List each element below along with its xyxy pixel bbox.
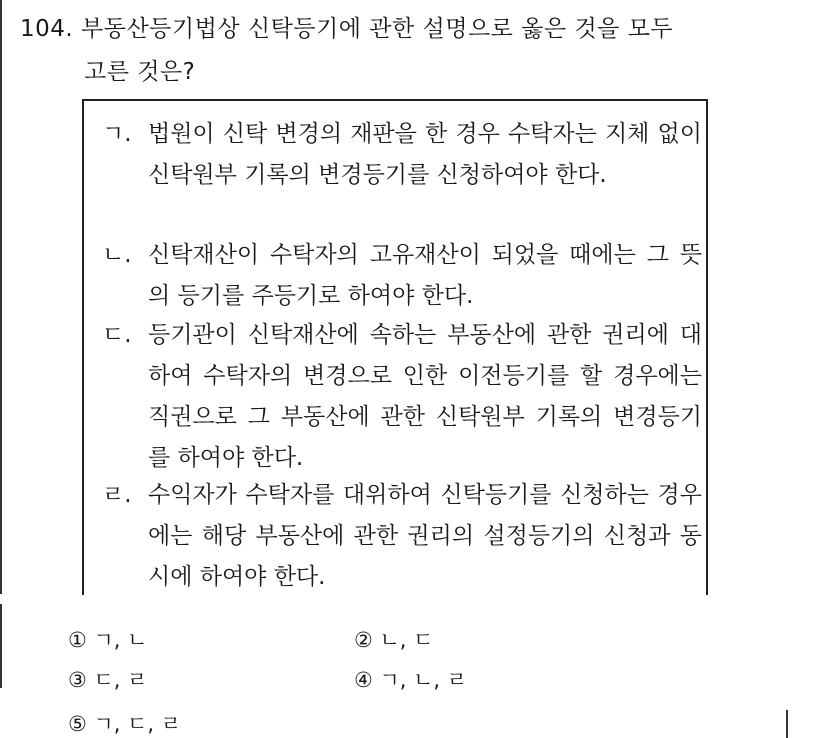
choice-5[interactable]: ⑤ ㄱ, ㄷ, ㄹ — [68, 712, 182, 736]
statement-text: 수익자가 수탁자를 대위하여 신탁등기를 신청하는 경우에는 해당 부동산에 관한 권리의 설정등기의 신청과 동시에 하여야 한다. — [148, 482, 702, 590]
question-text-line2: 고른 것은? — [84, 59, 196, 85]
statement-text: 신탁재산이 수탁자의 고유재산이 되었을 때에는 그 뜻의 등기를 주등기로 하여야 한다. — [148, 242, 702, 309]
statement-item — [102, 114, 702, 196]
statement-text: 법원이 신탁 변경의 재판을 한 경우 수탁자는 지체 없이 신탁원부 기록의 변경등기를 신청하여야 한다. — [148, 121, 702, 188]
question-text-line1: 부동산등기법상 신탁등기에 관한 설명으로 옳은 것을 모두 — [81, 16, 674, 42]
right-border-line — [786, 710, 788, 738]
left-border-line-bottom — [0, 604, 2, 688]
choice-3[interactable]: ③ ㄷ, ㄹ — [68, 668, 148, 692]
statement-item — [102, 315, 702, 479]
choice-4[interactable]: ④ ㄱ, ㄴ, ㄹ — [354, 668, 468, 692]
statement-item — [102, 235, 702, 317]
statements-box — [82, 99, 708, 595]
statement-item — [102, 475, 702, 598]
question-number: 104. — [20, 16, 74, 42]
choice-1[interactable]: ① ㄱ, ㄴ — [68, 628, 148, 652]
statement-marker: ㄴ. — [102, 242, 132, 268]
statement-marker: ㄹ. — [102, 482, 132, 508]
statement-marker: ㄷ. — [102, 322, 132, 348]
question-stem — [20, 8, 780, 94]
left-border-line-top — [0, 0, 2, 594]
statement-marker: ㄱ. — [102, 121, 132, 147]
statement-text: 등기관이 신탁재산에 속하는 부동산에 관한 권리에 대하여 수탁자의 변경으로 인한 이전등기를 할 경우에는 직권으로 그 부동산에 관한 신탁원부 기록의 변경등기를 하여야 한다. — [148, 322, 702, 471]
choice-2[interactable]: ② ㄴ, ㄷ — [354, 628, 434, 652]
